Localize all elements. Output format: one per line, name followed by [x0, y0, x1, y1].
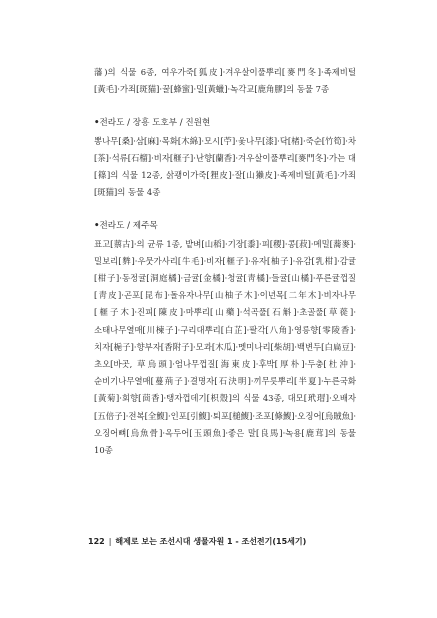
bullet-icon: •: [94, 118, 100, 129]
continuation-paragraph: 藩)의 식물 6종, 여우가죽[狐皮]·겨우살이풀뿌리[麥門冬]·족제비털[黃毛]·가죄[斑猫]·꿀[蜂蜜]·밀[黃蠟]·녹각교[鹿角膠]의 동물 7종: [94, 67, 356, 95]
section-heading: [94, 218, 356, 235]
page-content: [94, 64, 356, 459]
page-number: 122: [88, 537, 105, 546]
section-body: 뽕나무[桑]·삼[麻]·목화[木綿]·모시[苧]·옻나무[漆]·닥[楮]·죽순[竹筍]·차[茶]·석류[石榴]·비자[榧子]·난향[蘭香]·겨우살이풀뿌리[麥門冬]·가는 대[篠]의 식물 12종, 삵괭이가죽[狸皮]·잘[山獺皮]·족제비털[黃毛]·가죄[斑猫]의 동물 4종: [94, 135, 356, 198]
page-footer: [88, 536, 378, 547]
footer-separator: |: [108, 537, 112, 546]
section-heading-text: 전라도 / 제주목: [99, 221, 158, 232]
section-body: 표고[蔈古]·의 균류 1종, 밭벼[山稻]·기장[黍]·피[稷]·콩[菽]·메밀[蕎麥]·밀보리[麰]·우뭇가사리[牛毛]·비자[榧子]·유자[柚子]·유감[乳柑]·감귤[柑子]·동정귤[洞庭橘]·금귤[金橘]·청귤[靑橘]·들귤[山橘]·푸른귤껍질[靑皮]·곤포[昆布]·돌유자나무[山柚子木]·이년목[二年木]·비자나무[榧子木]·진피[陳皮]·마뿌리[山藥]·석곡풀[石斛]·초골풀[草蓯]·소태나무열매[川楝子]·구리대뿌리[白芷]·팔각[八角]·영릉향[零陵香]·치자[梔子]·향부자[香附子]·모과[木瓜]·멧미나리[柴胡]·백변두[白扁豆]·초오[바곳, 草烏頭]·엄나무껍질[海東皮]·후박[厚朴]·두충[杜沖]·순비기나무열매[蔓荊子]·결명자[石決明]·끼무릇뿌리[半夏]·누른국화[黃菊]·회향[茴香]·탱자껍데기[枳殼]의 식물 43종, 대모[玳瑁]·오배자[五倍子]·전복[全鰒]·인포[引鰒]·퇴포[槌鰒]·조포[條鰒]·오징어[烏賊魚]·오징어뼈[烏魚骨]·옥두어[玉頭魚]·좋은 말[良馬]·녹용[鹿茸]의 동물 10종: [94, 238, 356, 456]
section-jeju: [94, 218, 356, 459]
book-title: 해제로 보는 조선시대 생물자원 1 - 조선전기(15세기): [115, 537, 307, 546]
bullet-icon: •: [94, 221, 100, 232]
section-heading: [94, 115, 356, 132]
section-jinwon: [94, 115, 356, 201]
section-heading-text: 전라도 / 장흥 도호부 / 진원현: [99, 118, 211, 129]
